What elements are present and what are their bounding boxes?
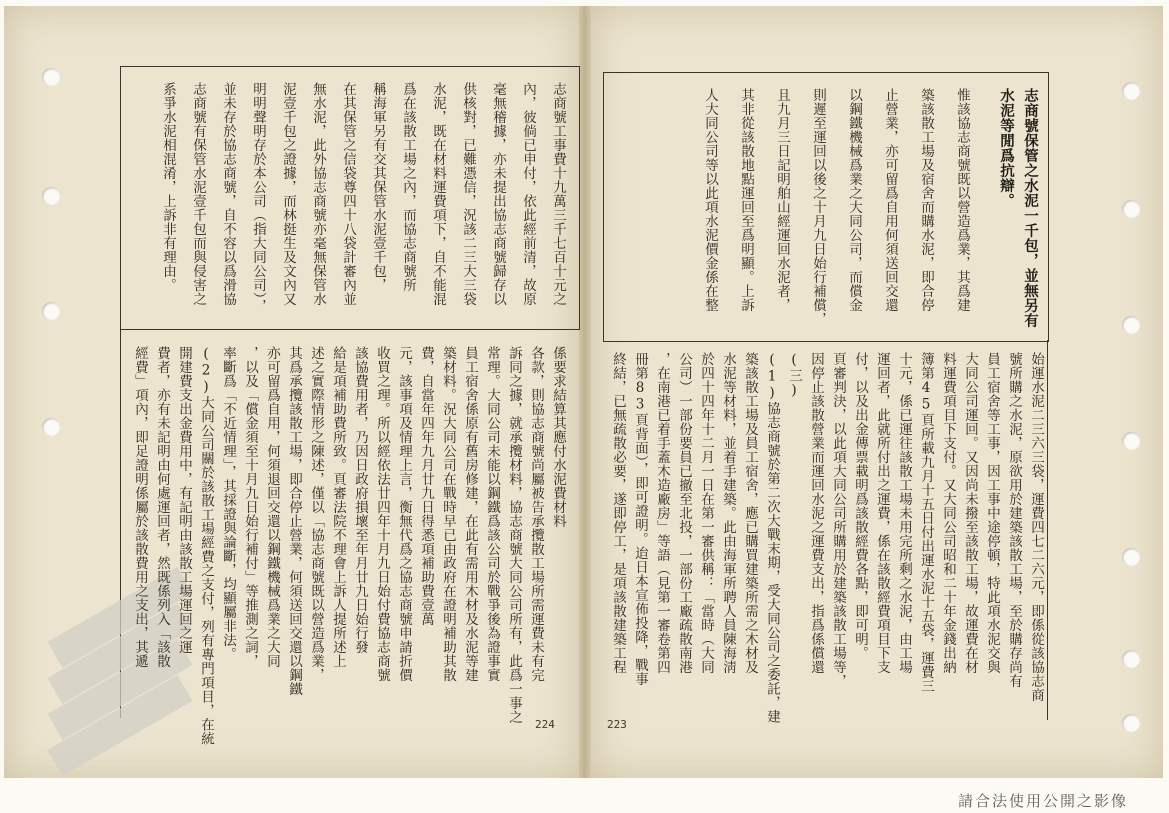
page-gutter <box>579 6 591 778</box>
punch-hole <box>1122 316 1140 334</box>
text-column: 亦可留爲自用，何須退回交還以鋼鐵機械爲業之大同 <box>264 346 280 668</box>
text-column: 爲在該散工場之內，而協志商號所 <box>400 82 416 292</box>
text-column: 付，以及出金傳票載明爲該散經費各點，即可明。 <box>852 352 868 660</box>
text-column: 運回者，此就所付出之運費，係在該散經費項目下支 <box>874 352 890 674</box>
text-column: 開建費支出金費用中，有記明由該散工場運回之運 <box>176 346 192 654</box>
text-column: 人大同公司等以此項水泥價金係在整 <box>702 88 718 312</box>
text-column: 述之實際情形之陳述，僅以「協志商號既以營造爲業， <box>308 346 324 682</box>
text-column: 收買之理。所以經依法廿四年十月九日始付費協志商號 <box>374 346 390 682</box>
text-column: 冊第83頁背面），即可證明。迨日本宣佈投降，戰事 <box>632 352 648 687</box>
punch-hole <box>1122 714 1140 732</box>
text-column: 號所購之水泥，原欲用於建築該散工場，至於購存尚有 <box>1006 352 1022 688</box>
text-column: 明明聲明存於本公司（指大同公司）， <box>250 82 266 314</box>
text-column: 經費」項內，即足證明係屬於該散費用之支出，其遞 <box>132 346 148 668</box>
text-column: 常理。大同公司未能以鋼鐵爲該公司於戰爭後為證事實 <box>484 346 500 682</box>
text-column: 志商號有保管水泥壹千包而與侵害之 <box>190 82 206 306</box>
text-column: 其爲承攬該散工場，即合停止營業，何須送回交還以鋼鐵 <box>286 346 302 696</box>
punch-hole <box>1122 200 1140 218</box>
text-column: 內，彼倘已申付，依此經前清，故原 <box>520 82 536 306</box>
text-column: 系爭水泥相混淆，上訴非有理由。 <box>160 82 176 292</box>
text-column: 率斷爲「不近情理」，其採證與論斷，均顯屬非法。 <box>220 346 236 662</box>
right-lower-rule <box>1047 340 1048 720</box>
heading-column: 志商號保管之水泥一千包，並無另有 <box>1022 88 1039 328</box>
punch-hole <box>42 418 60 436</box>
text-column: 築該散工場及員工宿舍，應已購買建築所需之木材及 <box>742 352 758 674</box>
text-column: 終結，已無疏散必要，遂即停工，是項該散建築工程 <box>610 352 626 674</box>
text-column: 訴同之據，就承攬材料，協志商號大同公司所有，此爲一事之 <box>506 346 522 724</box>
text-column: 且九月三日記明舶山經運回水泥者， <box>774 88 790 312</box>
text-column: 頁審判決，以此項大同公司所購用於建築該散工場等， <box>830 352 846 688</box>
text-column: 員工宿舍係原有舊房修建，在此有需用木材及水泥等建 <box>462 346 478 682</box>
text-column: 於四十四年十二月一日在第一審供稱：「當時（大同 <box>698 352 714 674</box>
text-column: 員工宿舍等工事，因工事中途停頓，特此項水泥交與 <box>984 352 1000 674</box>
text-column: 簿第45頁所載九月十五日付出運水泥十五袋，運費三 <box>918 352 934 693</box>
text-column: 水泥等材料，並着手建築。此由海軍所聘人員陳海淸 <box>720 352 736 674</box>
text-column: 在其保管之信袋尊四十八袋計審內並 <box>340 82 356 306</box>
text-column: 該協費用者，乃因日政府損壞至年月廿九日始行發 <box>352 346 368 654</box>
text-column: 稱海軍另有交其保管水泥壹千包， <box>370 82 386 292</box>
text-column: 大同公司運回。又因尚未撥至該散工場，故運費在材 <box>962 352 978 674</box>
heading-column: 水泥等閒爲抗辯。 <box>998 88 1015 208</box>
text-column: 止營業，亦可留爲自用何須送回交還 <box>882 88 898 312</box>
punch-hole <box>1122 548 1140 566</box>
page-number: 223 <box>607 718 627 731</box>
text-column: 公司）一部份要員已撤至北投，一部份工廠疏散南港 <box>676 352 692 674</box>
text-column: 並未存於協志商號，自不容以爲滑協 <box>220 82 236 306</box>
text-column: 其非從該散地點運回至爲明顯。上訴 <box>738 88 754 312</box>
usage-notice: 請合法使用公開之影像 <box>958 792 1129 810</box>
text-column: 供核對，已難憑信，況該二三大三袋 <box>460 82 476 306</box>
text-column: (1)協志商號於第二次大戰末期，受大同公司之委託，建 <box>764 352 780 724</box>
text-column: 各款，則協志商號尚屬被告承攬散工場所需運費未有完 <box>528 346 544 682</box>
text-column: 毫無稽據，亦未提出協志商號歸存以 <box>490 82 506 306</box>
text-column: 係要求結算其應付水泥費材料 <box>550 346 566 528</box>
text-column: 給是項補助費所致。頁審法院不理會上訴人提所述上 <box>330 346 346 668</box>
text-column: 費者，亦有未記明由何處運回者，然既係列入「該散 <box>154 346 170 668</box>
text-column: 惟該協志商號既以營造爲業，其爲建 <box>954 88 970 312</box>
text-column: ，以及「償金須至十月九日始行補付」等推測之詞， <box>242 346 258 668</box>
text-column: 無水泥，此外協志商號亦毫無保管水 <box>310 82 326 306</box>
text-column: 十元，係已運往該散工場未用完所剩之水泥，由工場 <box>896 352 912 674</box>
punch-hole <box>42 68 60 86</box>
text-column: 料運費項目下支付。又大同公司昭和二十年金錢出納 <box>940 352 956 674</box>
text-column: 元，該事項及情理上言，衡無代爲之協志商號申請折價 <box>396 346 412 682</box>
text-column: 以鋼鐵機械爲業之大同公司，而償金 <box>846 88 862 312</box>
text-column: 費，自當年四年九月廿九日得悉項補助費壹萬 <box>418 346 434 626</box>
page-number: 224 <box>535 718 555 731</box>
text-column: 始運水泥二三六三袋，運費四七二六元，即係從該協志商 <box>1028 352 1044 702</box>
text-column: 則遲至運回以後之十月九日始行補償， <box>810 88 826 326</box>
text-column: 築該散工場及宿舍而購水泥，即合停 <box>918 88 934 312</box>
section-marker: (三) <box>786 352 802 399</box>
punch-hole <box>42 302 60 320</box>
text-column: 築材料。況大同公司在戰時早已由政府在證明補助其散 <box>440 346 456 682</box>
text-column: 志商號工事費十九萬三千七百十元之 <box>550 82 566 306</box>
text-column: 水泥，既在材料運費項下，自不能混 <box>430 82 446 306</box>
text-column: ，在南港已着手蓋木造廠房」等語（見第一審卷第四 <box>654 352 670 674</box>
text-column: 因停止該散營業而運回水泥之運費支出，指爲係償還 <box>808 352 824 674</box>
text-column: 泥壹千包之證據，而林挺生及文內又 <box>280 82 296 306</box>
punch-hole <box>1122 82 1140 100</box>
punch-hole <box>1122 650 1140 668</box>
punch-hole <box>42 187 60 205</box>
punch-hole <box>1122 432 1140 450</box>
text-column: (2)大同公司關於該散工場經費之支付，列有專門項目，在統 <box>198 346 214 746</box>
